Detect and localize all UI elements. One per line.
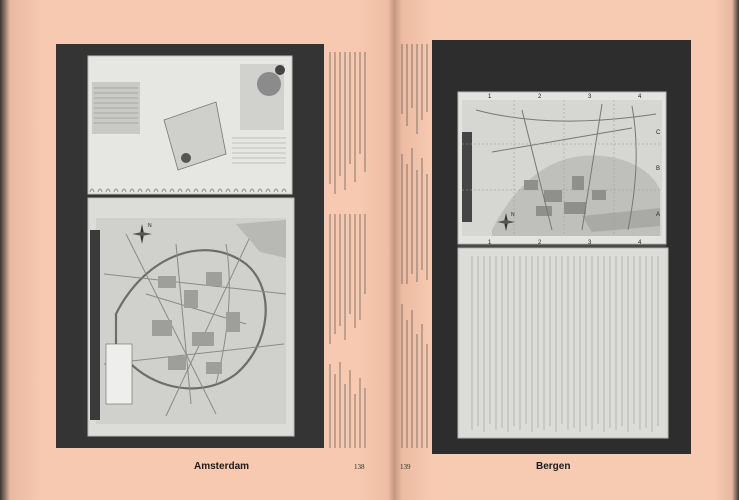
right-city-heading: Bergen [536,461,571,472]
left-photo [56,44,324,448]
grid-number-3-top: 3 [588,94,592,100]
grid-letter-b: B [656,166,661,172]
grid-number-4-bottom: 4 [638,240,642,246]
grid-number-1-bottom: 1 [488,240,492,246]
left-stats-columns [324,44,380,448]
amsterdam-map-book [56,44,324,448]
grid-number-4-top: 4 [638,94,642,100]
grid-number-1-top: 1 [488,94,492,100]
grid-number-2-bottom: 2 [538,240,542,246]
right-photo [432,40,691,454]
bergen-map-book [432,40,691,454]
grid-letter-c: C [656,130,661,136]
grid-letter-a: A [656,212,661,218]
grid-number-3-bottom: 3 [588,240,592,246]
right-compass-label: N [511,212,515,218]
left-page-number: 138 [354,463,365,471]
left-compass-label: N [148,223,152,229]
right-page-number: 139 [400,463,411,471]
left-city-heading: Amsterdam [194,461,250,472]
grid-number-2-top: 2 [538,94,542,100]
